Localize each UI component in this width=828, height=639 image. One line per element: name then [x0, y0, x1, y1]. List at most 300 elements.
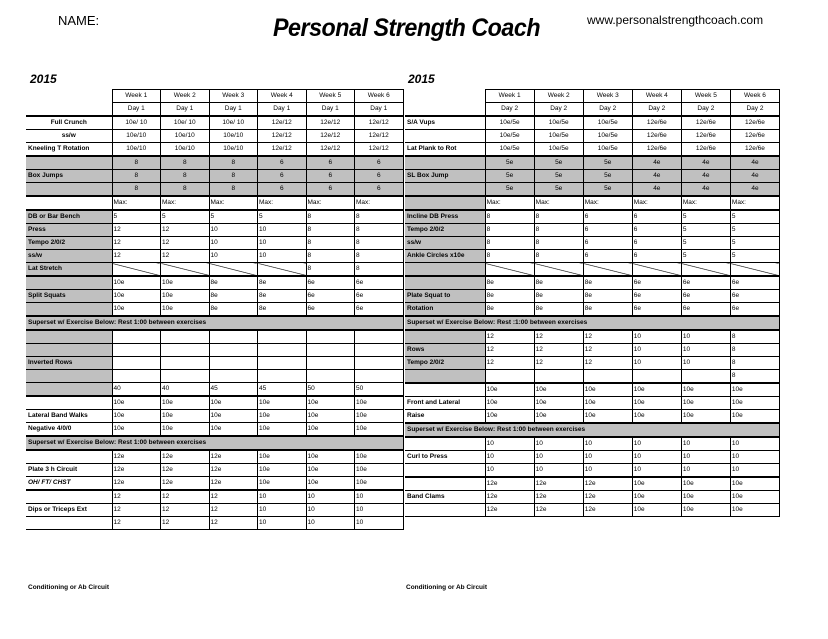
rep-cell[interactable]: 8: [306, 263, 355, 277]
rep-cell[interactable]: 10: [681, 464, 730, 478]
rep-cell[interactable]: [306, 330, 355, 344]
rep-cell[interactable]: 10e: [681, 383, 730, 397]
rep-cell[interactable]: 6: [355, 170, 404, 183]
rep-cell[interactable]: 12: [209, 490, 258, 504]
rep-cell[interactable]: 10e: [730, 477, 779, 491]
rep-cell[interactable]: 10e: [681, 504, 730, 517]
rep-cell[interactable]: 10e/5e: [583, 116, 632, 130]
rep-cell[interactable]: 10e: [306, 423, 355, 437]
rep-cell[interactable]: 8: [355, 263, 404, 277]
rep-cell[interactable]: 5: [730, 250, 779, 263]
rep-cell[interactable]: 10e: [209, 396, 258, 410]
rep-cell[interactable]: 10e: [112, 396, 161, 410]
rep-cell[interactable]: 12e/12: [258, 116, 307, 130]
rep-cell[interactable]: 6e: [306, 290, 355, 303]
rep-cell[interactable]: 10e: [306, 410, 355, 423]
rep-cell[interactable]: 10e: [355, 450, 404, 464]
rep-cell[interactable]: 12: [583, 357, 632, 370]
rep-cell[interactable]: 10: [258, 504, 307, 517]
rep-cell[interactable]: 5: [681, 224, 730, 237]
rep-cell[interactable]: 10e: [681, 410, 730, 424]
rep-cell[interactable]: 4e: [730, 170, 779, 183]
rep-cell[interactable]: 10e: [730, 397, 779, 410]
rep-cell[interactable]: 12: [161, 504, 210, 517]
rep-cell[interactable]: 12: [209, 504, 258, 517]
rep-cell[interactable]: [161, 330, 210, 344]
rep-cell[interactable]: 12e/6e: [632, 116, 681, 130]
rep-cell[interactable]: 8: [534, 237, 583, 250]
rep-cell[interactable]: 10e: [632, 491, 681, 504]
rep-cell[interactable]: 10e: [258, 477, 307, 491]
rep-cell[interactable]: [112, 344, 161, 357]
rep-cell[interactable]: 5: [681, 237, 730, 250]
rep-cell[interactable]: 12e/6e: [632, 130, 681, 143]
rep-cell[interactable]: 8: [485, 237, 534, 250]
rep-cell[interactable]: 10e: [161, 396, 210, 410]
rep-cell[interactable]: 8e: [583, 303, 632, 317]
rep-cell[interactable]: 6: [632, 224, 681, 237]
rep-cell[interactable]: 12e: [112, 450, 161, 464]
rep-cell[interactable]: 6e: [306, 303, 355, 317]
rep-cell[interactable]: [730, 263, 779, 277]
rep-cell[interactable]: 10e: [161, 423, 210, 437]
rep-cell[interactable]: 8: [534, 210, 583, 224]
rep-cell[interactable]: 8: [306, 237, 355, 250]
rep-cell[interactable]: 4e: [681, 183, 730, 197]
rep-cell[interactable]: 10e: [355, 477, 404, 491]
rep-cell[interactable]: 10: [583, 451, 632, 464]
rep-cell[interactable]: 10: [583, 437, 632, 451]
rep-cell[interactable]: 12e/12: [355, 130, 404, 143]
rep-cell[interactable]: 10e/5e: [485, 116, 534, 130]
rep-cell[interactable]: 6e: [681, 303, 730, 317]
rep-cell[interactable]: 12: [161, 224, 210, 237]
rep-cell[interactable]: 6e: [355, 303, 404, 317]
rep-cell[interactable]: 6e: [632, 276, 681, 290]
rep-cell[interactable]: 12: [161, 250, 210, 263]
rep-cell[interactable]: 6: [306, 156, 355, 170]
rep-cell[interactable]: 10e: [534, 410, 583, 424]
rep-cell[interactable]: 8: [485, 224, 534, 237]
rep-cell[interactable]: 12e/6e: [681, 116, 730, 130]
rep-cell[interactable]: 10: [632, 437, 681, 451]
rep-cell[interactable]: [112, 330, 161, 344]
rep-cell[interactable]: 10e/5e: [485, 143, 534, 157]
rep-cell[interactable]: 12: [112, 224, 161, 237]
rep-cell[interactable]: 10: [632, 344, 681, 357]
rep-cell[interactable]: 12: [534, 330, 583, 344]
rep-cell[interactable]: 10e: [730, 410, 779, 424]
rep-cell[interactable]: 6e: [730, 303, 779, 317]
rep-cell[interactable]: 10e: [161, 276, 210, 290]
rep-cell[interactable]: 8e: [209, 290, 258, 303]
rep-cell[interactable]: 10: [306, 490, 355, 504]
rep-cell[interactable]: 5e: [534, 183, 583, 197]
rep-cell[interactable]: 10e: [583, 397, 632, 410]
rep-cell[interactable]: 10e/5e: [583, 143, 632, 157]
rep-cell[interactable]: 10e: [355, 410, 404, 423]
rep-cell[interactable]: 12: [583, 344, 632, 357]
rep-cell[interactable]: 12e/12: [306, 143, 355, 157]
rep-cell[interactable]: 10e/10: [209, 143, 258, 157]
rep-cell[interactable]: 5: [258, 210, 307, 224]
rep-cell[interactable]: [355, 344, 404, 357]
rep-cell[interactable]: 6: [258, 170, 307, 183]
rep-cell[interactable]: [583, 263, 632, 277]
rep-cell[interactable]: 10: [730, 464, 779, 478]
rep-cell[interactable]: 6: [583, 237, 632, 250]
rep-cell[interactable]: 5e: [485, 183, 534, 197]
rep-cell[interactable]: 5e: [583, 183, 632, 197]
rep-cell[interactable]: [583, 370, 632, 384]
rep-cell[interactable]: 8: [534, 224, 583, 237]
rep-cell[interactable]: 8: [209, 170, 258, 183]
rep-cell[interactable]: 6: [632, 250, 681, 263]
rep-cell[interactable]: 10: [534, 437, 583, 451]
rep-cell[interactable]: 12: [112, 237, 161, 250]
rep-cell[interactable]: 10e: [306, 464, 355, 477]
rep-cell[interactable]: Max:: [306, 196, 355, 210]
rep-cell[interactable]: 10e: [306, 477, 355, 491]
rep-cell[interactable]: 10e: [485, 397, 534, 410]
rep-cell[interactable]: 6e: [306, 276, 355, 290]
rep-cell[interactable]: 10e: [161, 290, 210, 303]
rep-cell[interactable]: 10e: [209, 410, 258, 423]
rep-cell[interactable]: 8: [730, 357, 779, 370]
rep-cell[interactable]: [112, 370, 161, 383]
rep-cell[interactable]: 12e/6e: [730, 130, 779, 143]
rep-cell[interactable]: 6e: [730, 290, 779, 303]
rep-cell[interactable]: 10e: [534, 383, 583, 397]
rep-cell[interactable]: 12e/12: [258, 143, 307, 157]
rep-cell[interactable]: 12e: [534, 477, 583, 491]
rep-cell[interactable]: 8: [161, 156, 210, 170]
rep-cell[interactable]: 10e: [306, 450, 355, 464]
rep-cell[interactable]: 6: [306, 183, 355, 197]
rep-cell[interactable]: 10e/5e: [534, 130, 583, 143]
rep-cell[interactable]: 8: [730, 370, 779, 384]
rep-cell[interactable]: 8e: [209, 276, 258, 290]
rep-cell[interactable]: 10e: [632, 477, 681, 491]
rep-cell[interactable]: 10e: [258, 396, 307, 410]
rep-cell[interactable]: 10e/ 10: [112, 116, 161, 130]
rep-cell[interactable]: 5: [730, 237, 779, 250]
rep-cell[interactable]: 10: [485, 451, 534, 464]
rep-cell[interactable]: 8e: [534, 290, 583, 303]
rep-cell[interactable]: 50: [306, 383, 355, 397]
rep-cell[interactable]: 10e: [306, 396, 355, 410]
rep-cell[interactable]: 4e: [681, 170, 730, 183]
rep-cell[interactable]: [306, 344, 355, 357]
rep-cell[interactable]: 10e/10: [112, 143, 161, 157]
rep-cell[interactable]: 5e: [534, 170, 583, 183]
rep-cell[interactable]: 6: [258, 156, 307, 170]
rep-cell[interactable]: 10e: [583, 383, 632, 397]
rep-cell[interactable]: 5: [730, 210, 779, 224]
rep-cell[interactable]: 12: [161, 490, 210, 504]
rep-cell[interactable]: 10e: [112, 410, 161, 423]
rep-cell[interactable]: 8: [306, 224, 355, 237]
rep-cell[interactable]: 5e: [485, 156, 534, 170]
rep-cell[interactable]: 6: [258, 183, 307, 197]
rep-cell[interactable]: 10e: [632, 383, 681, 397]
rep-cell[interactable]: 10e: [112, 423, 161, 437]
rep-cell[interactable]: 40: [161, 383, 210, 397]
rep-cell[interactable]: 12e/6e: [730, 116, 779, 130]
rep-cell[interactable]: Max:: [583, 196, 632, 210]
rep-cell[interactable]: 10: [209, 250, 258, 263]
rep-cell[interactable]: Max:: [355, 196, 404, 210]
rep-cell[interactable]: 10e: [632, 410, 681, 424]
rep-cell[interactable]: [258, 330, 307, 344]
rep-cell[interactable]: 12e: [583, 504, 632, 517]
rep-cell[interactable]: 8e: [209, 303, 258, 317]
rep-cell[interactable]: 5: [681, 250, 730, 263]
rep-cell[interactable]: 12e: [534, 504, 583, 517]
rep-cell[interactable]: [258, 344, 307, 357]
rep-cell[interactable]: 8: [161, 170, 210, 183]
rep-cell[interactable]: 6e: [355, 276, 404, 290]
rep-cell[interactable]: 6: [583, 224, 632, 237]
rep-cell[interactable]: 10e: [355, 464, 404, 477]
rep-cell[interactable]: [258, 263, 307, 277]
rep-cell[interactable]: 10: [632, 451, 681, 464]
rep-cell[interactable]: 8: [730, 344, 779, 357]
rep-cell[interactable]: 12e/6e: [730, 143, 779, 157]
rep-cell[interactable]: 10: [681, 344, 730, 357]
rep-cell[interactable]: 10e/5e: [583, 130, 632, 143]
rep-cell[interactable]: 10: [258, 237, 307, 250]
rep-cell[interactable]: [209, 357, 258, 370]
rep-cell[interactable]: [632, 370, 681, 384]
rep-cell[interactable]: 5e: [534, 156, 583, 170]
rep-cell[interactable]: 12: [534, 357, 583, 370]
rep-cell[interactable]: 5: [730, 224, 779, 237]
rep-cell[interactable]: 12e: [583, 477, 632, 491]
rep-cell[interactable]: 10e: [485, 410, 534, 424]
rep-cell[interactable]: 10e: [681, 491, 730, 504]
rep-cell[interactable]: 12e: [161, 450, 210, 464]
rep-cell[interactable]: 10e: [112, 303, 161, 317]
rep-cell[interactable]: 8: [355, 237, 404, 250]
rep-cell[interactable]: 10: [209, 237, 258, 250]
rep-cell[interactable]: 50: [355, 383, 404, 397]
rep-cell[interactable]: 12: [161, 237, 210, 250]
rep-cell[interactable]: 5: [161, 210, 210, 224]
rep-cell[interactable]: Max:: [534, 196, 583, 210]
rep-cell[interactable]: 8: [355, 224, 404, 237]
rep-cell[interactable]: [161, 263, 210, 277]
rep-cell[interactable]: [306, 357, 355, 370]
rep-cell[interactable]: [161, 370, 210, 383]
rep-cell[interactable]: 10e: [485, 383, 534, 397]
rep-cell[interactable]: [632, 263, 681, 277]
rep-cell[interactable]: 4e: [632, 170, 681, 183]
rep-cell[interactable]: 45: [209, 383, 258, 397]
rep-cell[interactable]: 12e: [485, 491, 534, 504]
rep-cell[interactable]: [258, 357, 307, 370]
rep-cell[interactable]: 12e/6e: [632, 143, 681, 157]
rep-cell[interactable]: 12: [209, 517, 258, 530]
rep-cell[interactable]: 10e: [209, 423, 258, 437]
rep-cell[interactable]: 12e: [112, 477, 161, 491]
rep-cell[interactable]: 4e: [730, 156, 779, 170]
rep-cell[interactable]: 8: [209, 183, 258, 197]
rep-cell[interactable]: Max:: [681, 196, 730, 210]
rep-cell[interactable]: 5e: [485, 170, 534, 183]
rep-cell[interactable]: Max:: [258, 196, 307, 210]
rep-cell[interactable]: 10e/10: [112, 130, 161, 143]
rep-cell[interactable]: 10: [485, 464, 534, 478]
rep-cell[interactable]: 10e: [730, 491, 779, 504]
rep-cell[interactable]: 10e: [355, 396, 404, 410]
rep-cell[interactable]: 8e: [258, 290, 307, 303]
rep-cell[interactable]: 6: [583, 250, 632, 263]
rep-cell[interactable]: 10e: [632, 504, 681, 517]
rep-cell[interactable]: 4e: [632, 156, 681, 170]
rep-cell[interactable]: 12e/12: [258, 130, 307, 143]
rep-cell[interactable]: 10: [681, 451, 730, 464]
rep-cell[interactable]: Max:: [632, 196, 681, 210]
rep-cell[interactable]: 10: [730, 437, 779, 451]
rep-cell[interactable]: 12e/12: [355, 143, 404, 157]
rep-cell[interactable]: 10: [355, 490, 404, 504]
rep-cell[interactable]: 6e: [355, 290, 404, 303]
rep-cell[interactable]: 10: [730, 451, 779, 464]
rep-cell[interactable]: 8e: [583, 276, 632, 290]
rep-cell[interactable]: 8e: [534, 276, 583, 290]
rep-cell[interactable]: [209, 370, 258, 383]
rep-cell[interactable]: 10e: [534, 397, 583, 410]
rep-cell[interactable]: 12e: [485, 477, 534, 491]
rep-cell[interactable]: 5: [209, 210, 258, 224]
rep-cell[interactable]: [161, 357, 210, 370]
rep-cell[interactable]: 10e/ 10: [161, 116, 210, 130]
rep-cell[interactable]: [209, 330, 258, 344]
rep-cell[interactable]: 10e: [355, 423, 404, 437]
rep-cell[interactable]: 10: [306, 504, 355, 517]
rep-cell[interactable]: 10e: [161, 303, 210, 317]
rep-cell[interactable]: 10e: [112, 276, 161, 290]
rep-cell[interactable]: 4e: [681, 156, 730, 170]
rep-cell[interactable]: 12e: [583, 491, 632, 504]
rep-cell[interactable]: 12e/6e: [681, 143, 730, 157]
rep-cell[interactable]: 12: [112, 504, 161, 517]
rep-cell[interactable]: [681, 370, 730, 384]
rep-cell[interactable]: 6: [306, 170, 355, 183]
rep-cell[interactable]: 6: [583, 210, 632, 224]
rep-cell[interactable]: 8: [485, 250, 534, 263]
rep-cell[interactable]: [112, 357, 161, 370]
rep-cell[interactable]: 12e: [534, 491, 583, 504]
rep-cell[interactable]: 12e/12: [355, 116, 404, 130]
rep-cell[interactable]: 45: [258, 383, 307, 397]
rep-cell[interactable]: 10e/ 10: [209, 116, 258, 130]
rep-cell[interactable]: 12e/12: [306, 130, 355, 143]
rep-cell[interactable]: [681, 263, 730, 277]
rep-cell[interactable]: Max:: [730, 196, 779, 210]
rep-cell[interactable]: 10e: [583, 410, 632, 424]
rep-cell[interactable]: 10: [681, 357, 730, 370]
rep-cell[interactable]: 5e: [583, 170, 632, 183]
rep-cell[interactable]: 8e: [258, 276, 307, 290]
rep-cell[interactable]: 12e: [209, 464, 258, 477]
rep-cell[interactable]: 10: [632, 330, 681, 344]
rep-cell[interactable]: 8e: [485, 290, 534, 303]
rep-cell[interactable]: 10e/5e: [534, 116, 583, 130]
rep-cell[interactable]: 10e: [258, 464, 307, 477]
rep-cell[interactable]: 12: [485, 330, 534, 344]
rep-cell[interactable]: 10e/5e: [485, 130, 534, 143]
rep-cell[interactable]: 10: [209, 224, 258, 237]
rep-cell[interactable]: 6: [355, 183, 404, 197]
rep-cell[interactable]: 10: [485, 437, 534, 451]
rep-cell[interactable]: 6: [355, 156, 404, 170]
rep-cell[interactable]: 10: [258, 224, 307, 237]
rep-cell[interactable]: 5e: [583, 156, 632, 170]
rep-cell[interactable]: 12: [112, 517, 161, 530]
rep-cell[interactable]: [485, 263, 534, 277]
rep-cell[interactable]: 6e: [681, 290, 730, 303]
rep-cell[interactable]: 12e: [209, 477, 258, 491]
rep-cell[interactable]: 40: [112, 383, 161, 397]
rep-cell[interactable]: 10: [306, 517, 355, 530]
rep-cell[interactable]: 8: [112, 170, 161, 183]
rep-cell[interactable]: 10e: [681, 397, 730, 410]
rep-cell[interactable]: 6e: [632, 303, 681, 317]
rep-cell[interactable]: 10: [681, 330, 730, 344]
rep-cell[interactable]: 6e: [730, 276, 779, 290]
rep-cell[interactable]: 8: [485, 210, 534, 224]
rep-cell[interactable]: 10: [583, 464, 632, 478]
rep-cell[interactable]: [112, 263, 161, 277]
rep-cell[interactable]: 5: [112, 210, 161, 224]
rep-cell[interactable]: 10: [355, 517, 404, 530]
rep-cell[interactable]: 8e: [583, 290, 632, 303]
rep-cell[interactable]: 10e: [258, 410, 307, 423]
rep-cell[interactable]: [306, 370, 355, 383]
rep-cell[interactable]: 12e: [161, 477, 210, 491]
rep-cell[interactable]: 10: [681, 437, 730, 451]
rep-cell[interactable]: [209, 263, 258, 277]
rep-cell[interactable]: 10: [534, 464, 583, 478]
rep-cell[interactable]: 10: [355, 504, 404, 517]
rep-cell[interactable]: 8: [355, 210, 404, 224]
rep-cell[interactable]: 10e: [112, 290, 161, 303]
rep-cell[interactable]: 10e: [730, 383, 779, 397]
rep-cell[interactable]: 8e: [534, 303, 583, 317]
rep-cell[interactable]: 10e/10: [161, 143, 210, 157]
rep-cell[interactable]: 8: [112, 183, 161, 197]
rep-cell[interactable]: 12: [485, 344, 534, 357]
rep-cell[interactable]: [485, 370, 534, 384]
rep-cell[interactable]: 4e: [730, 183, 779, 197]
rep-cell[interactable]: Max:: [209, 196, 258, 210]
rep-cell[interactable]: 8: [534, 250, 583, 263]
rep-cell[interactable]: 10: [258, 517, 307, 530]
rep-cell[interactable]: 5: [681, 210, 730, 224]
rep-cell[interactable]: 12e: [485, 504, 534, 517]
rep-cell[interactable]: 8: [306, 210, 355, 224]
rep-cell[interactable]: Max:: [485, 196, 534, 210]
rep-cell[interactable]: [161, 344, 210, 357]
rep-cell[interactable]: 8: [355, 250, 404, 263]
rep-cell[interactable]: 12: [583, 330, 632, 344]
rep-cell[interactable]: 8e: [258, 303, 307, 317]
rep-cell[interactable]: 10: [258, 250, 307, 263]
rep-cell[interactable]: [258, 370, 307, 383]
rep-cell[interactable]: 12e/12: [306, 116, 355, 130]
